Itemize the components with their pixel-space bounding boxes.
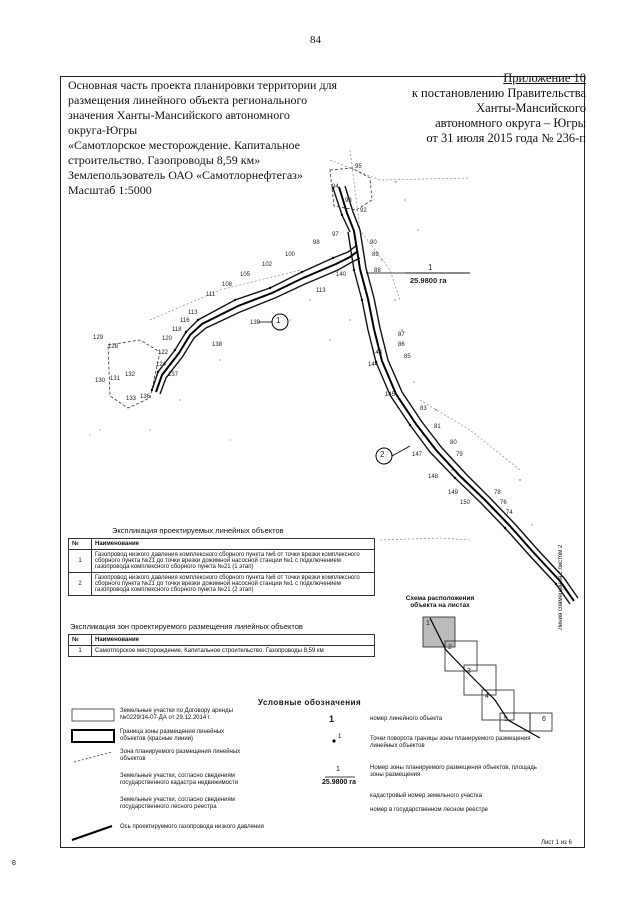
zone-label-number: 1: [428, 263, 433, 272]
point-label: 93: [345, 198, 352, 204]
sheet-number: 1: [426, 620, 430, 627]
point-label: 131: [110, 376, 121, 382]
point-label: 124: [156, 362, 167, 368]
sheet-number: 3: [467, 668, 471, 675]
scheme-title: [405, 595, 475, 609]
point-label: 88: [374, 268, 381, 274]
point-label: 105: [240, 272, 251, 278]
scheme-title-line: объекта на листах: [410, 602, 470, 609]
appendix-line: от 31 июля 2015 года № 236-п: [426, 131, 586, 145]
legend-item: номер линейного объекта: [370, 716, 443, 722]
point-label: 140: [336, 272, 347, 278]
title-line: значения Ханты-Мансийского автономного: [68, 108, 290, 122]
point-label: 139: [250, 320, 261, 326]
row-name: Самотлорское месторождение. Капитальное строительство. Газопроводы 8,59 км: [92, 646, 375, 657]
legend-item: Ось проектируемого газопровода низкого давления: [120, 824, 264, 830]
lease-parcel-symbol: [72, 709, 114, 721]
zone-label-area: 25.9800 га: [410, 276, 447, 285]
point-label: 98: [313, 240, 320, 246]
point-label: 130: [95, 378, 106, 384]
point-label: 136: [140, 394, 151, 400]
object-label-1: 1: [276, 316, 281, 325]
header-num: №: [69, 539, 92, 550]
objects-table-caption: Экспликация проектируемых линейных объектов: [112, 526, 284, 535]
point-label: 83: [420, 406, 427, 412]
point-label: 81: [434, 424, 441, 430]
sheet-number: 4: [485, 693, 489, 700]
header-num: №: [69, 635, 92, 646]
legend-item: Точки поворота границы зоны планируемого размещения линейных объектов: [370, 736, 531, 749]
point-label: 148: [428, 474, 439, 480]
legend-object-number-symbol: 1: [329, 714, 335, 724]
point-label: 74: [506, 510, 513, 516]
row-name: Газопровод низкого давления комплексного сборного пункта №6 от точки врезки комплексного сборного пункта №21 до точки врезки дожимной насосной станции №1 с подключением газопровода комплексного сборного пункта №21 (2 этап): [92, 573, 375, 596]
title-line: округа-Югры: [68, 123, 138, 137]
title-line: строительство. Газопроводы 8,59 км»: [68, 153, 261, 167]
point-label: 149: [448, 490, 459, 496]
legend-item: Зона планируемого размещения линейных объектов: [120, 749, 241, 762]
row-num: 1: [69, 646, 92, 657]
red-line-symbol: [72, 730, 114, 742]
point-label: 129: [93, 335, 104, 341]
table-header-row: [69, 539, 375, 550]
legend-item: Граница зоны размещения линейных объектов (красные линии): [120, 729, 225, 742]
point-label: 100: [285, 252, 296, 258]
header-name: Наименование: [92, 635, 375, 646]
appendix-line: автономного округа – Югры: [435, 116, 586, 130]
point-label: 133: [126, 396, 137, 402]
scheme-title-line: Схема расположения: [405, 595, 475, 602]
page-number: 84: [310, 34, 321, 46]
title-line: размещения линейного объекта регионального: [68, 93, 308, 107]
point-label: 128: [108, 344, 119, 350]
point-label: 86: [398, 342, 405, 348]
point-label: 120: [162, 336, 173, 342]
legend-item: Номер зоны планируемого размещения объектов, площадь зоны размещения: [370, 765, 537, 778]
zones-table-caption: Экспликация зон проектируемого размещения линейных объектов: [70, 622, 303, 631]
point-label: 144: [368, 362, 379, 368]
object-label-2: 2: [380, 450, 385, 459]
point-label: 145: [385, 392, 396, 398]
objects-table: [68, 538, 375, 596]
point-label: 138: [212, 342, 223, 348]
sheet-number: 2: [448, 644, 452, 651]
point-label: 76: [500, 500, 507, 506]
point-label: 108: [222, 282, 233, 288]
point-label: 137: [168, 372, 179, 378]
point-label: 97: [332, 232, 339, 238]
point-label: 118: [172, 327, 182, 333]
appendix-line: к постановлению Правительства: [411, 86, 586, 100]
point-label: 80: [450, 440, 457, 446]
margin-mark: 8: [12, 860, 16, 867]
point-label: 94: [332, 184, 339, 190]
legend-zone-area: 25.9800 га: [322, 779, 357, 786]
point-label: 116: [180, 318, 190, 324]
point-label: 111: [206, 292, 216, 298]
legend-item: Земельные участки, согласно сведениям государственного лесного реестра: [120, 797, 235, 810]
title-line: Масштаб 1:5000: [68, 183, 152, 197]
point-symbol: [332, 739, 335, 742]
sheet-number: 5: [504, 716, 508, 723]
table-header-row: [69, 635, 375, 646]
title-line: «Самотлорское месторождение. Капитальное: [68, 138, 300, 152]
sheet-label: Лист 1 из 6: [541, 840, 572, 846]
point-label: 147: [412, 452, 423, 458]
point-label: 92: [360, 208, 367, 214]
point-label: 89: [372, 252, 379, 258]
legend-item: кадастровый номер земельного участка: [370, 793, 482, 799]
legend-title: Условные обозначения: [258, 698, 362, 707]
legend-item: номер в государственном лесном реестре: [370, 807, 489, 813]
legend-zone-number: 1: [336, 766, 340, 773]
point-label: 87: [398, 332, 405, 338]
table-row: [69, 573, 375, 596]
legend-item: Земельные участки, согласно сведениям государственного кадастра недвижимости: [120, 773, 239, 786]
point-label: 113: [316, 288, 326, 294]
row-name: Газопровод низкого давления комплексного сборного пункта №6 от точки врезки комплексного сборного пункта №21 до точки врезки дожимной насосной станции №1 с подключением газопровода комплексного сборного пункта №21 (1 этап): [92, 550, 375, 573]
point-label: 85: [404, 354, 411, 360]
point-label: 90: [370, 240, 377, 246]
point-label: 150: [460, 500, 471, 506]
header-name: Наименование: [92, 539, 375, 550]
title-line: Землепользователь ОАО «Самотлорнефтегаз»: [68, 168, 303, 182]
point-label: 132: [125, 372, 136, 378]
point-label: 78: [494, 490, 501, 496]
row-num: 2: [69, 573, 92, 596]
row-num: 1: [69, 550, 92, 573]
zone-area-symbol: [74, 752, 112, 762]
point-label: 79: [456, 452, 463, 458]
pipeline-axis-symbol: [72, 826, 112, 840]
zones-table: [68, 634, 375, 657]
legend-item: Земельные участки по Договору аренды №0229/14-07-ДА от 29.12.2014 г.: [120, 708, 233, 721]
table-row: [69, 646, 375, 657]
point-label: 113: [188, 310, 198, 316]
object-marker-1: [258, 314, 288, 330]
title-line: Основная часть проекта планировки территории для: [68, 78, 338, 92]
legend-point-symbol: 1: [338, 734, 342, 740]
kadastr-parcel: [108, 168, 372, 408]
point-label: 122: [158, 350, 169, 356]
match-line-note: Линия совмещения с листом 2: [558, 544, 564, 630]
point-label: 102: [262, 262, 273, 268]
point-label: 143: [372, 350, 383, 356]
table-row: [69, 550, 375, 573]
appendix-title: Приложение 10: [503, 71, 586, 85]
point-label: 95: [355, 164, 362, 170]
appendix-line: Ханты-Мансийского: [476, 101, 586, 115]
sheet-number: 6: [542, 716, 546, 723]
